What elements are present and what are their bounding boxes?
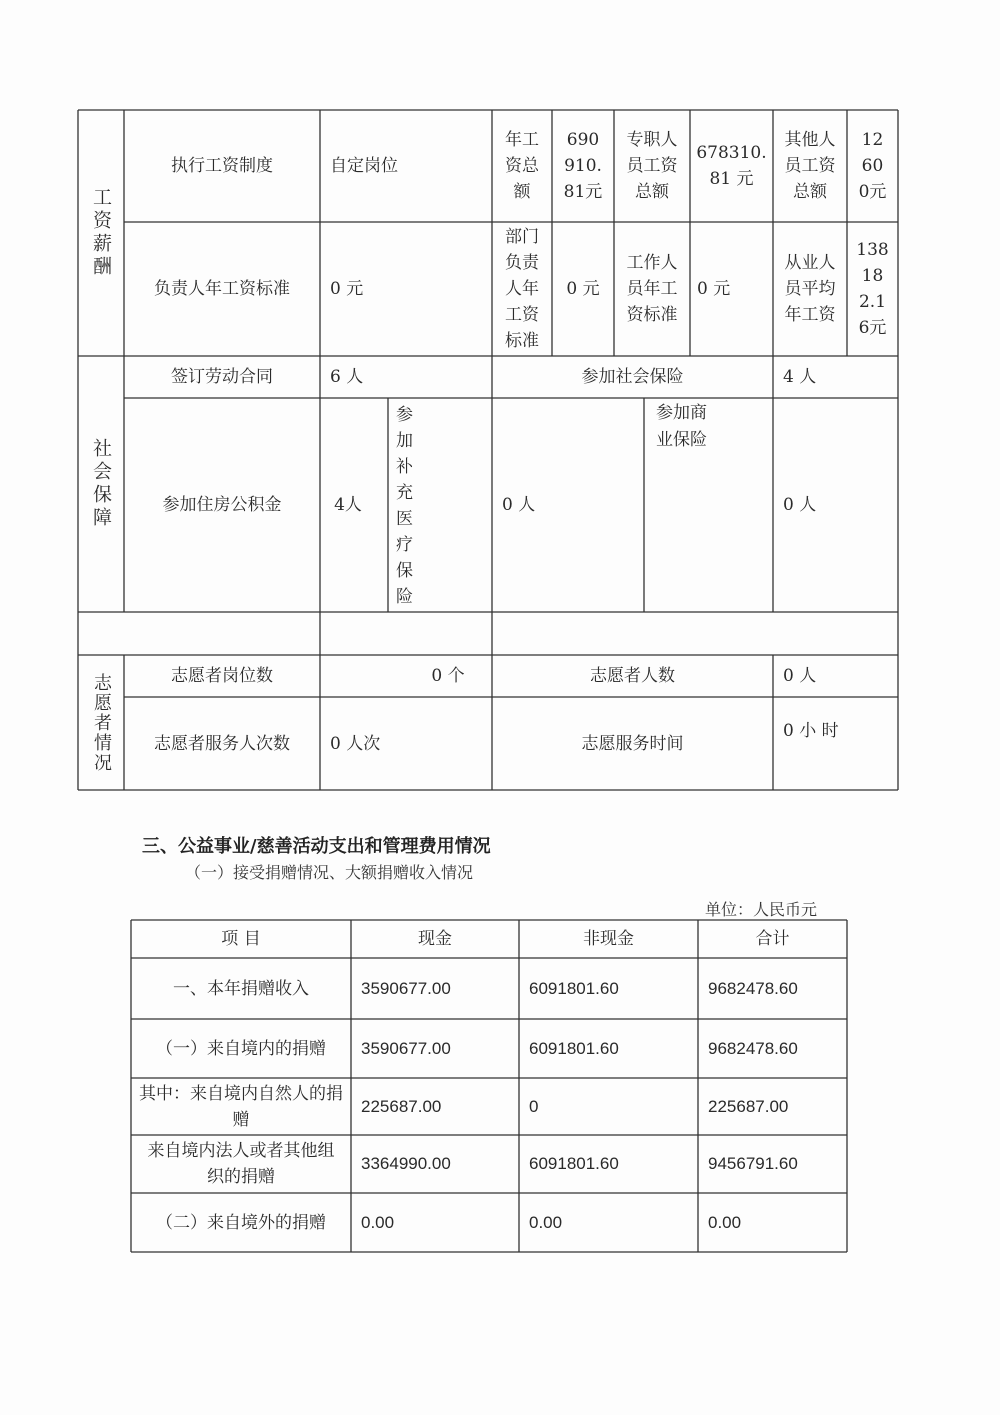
row-item: 一、本年捐赠收入: [173, 978, 309, 999]
wage-section-label: 工资薪酬: [90, 187, 112, 279]
row-total: 9456791.60: [708, 1154, 798, 1173]
col-header-noncash: 非现金: [583, 929, 634, 949]
wage-other-value: 12600元: [858, 130, 887, 202]
insurance-value: 4 人: [783, 367, 817, 387]
row-total: 9682478.60: [708, 1038, 798, 1058]
housing-label: 参加住房公积金: [162, 495, 282, 515]
row-cash: 225687.00: [361, 1096, 442, 1116]
wage-system-value: 自定岗位: [330, 156, 398, 176]
wage-other-label: 其他人员工资总额: [784, 130, 836, 202]
commercial-label: 参加商业保险: [656, 403, 707, 450]
wage-total-label: 年工资总额: [505, 130, 539, 202]
contract-label: 签订劳动合同: [171, 367, 273, 387]
commercial-value: 0 人: [783, 495, 817, 515]
dept-std-value: 0 元: [566, 279, 600, 299]
unit-label: 单位：人民币元: [705, 900, 818, 919]
contract-value: 6 人: [330, 367, 364, 387]
row-cash: 3590677.00: [361, 978, 451, 998]
row-noncash: 6091801.60: [529, 1038, 619, 1058]
row-noncash: 0: [529, 1096, 539, 1116]
volunteer-time-value: 0 小 时: [783, 721, 839, 741]
volunteer-service-value: 0 人次: [330, 733, 381, 754]
row-item: （二）来自境外的捐赠: [156, 1212, 326, 1233]
row-noncash: 6091801.60: [529, 1154, 619, 1173]
row-total: 0.00: [708, 1212, 742, 1232]
head-std-label: 负责人年工资标准: [154, 279, 290, 299]
row-cash: 0.00: [361, 1212, 395, 1232]
volunteer-time-label: 志愿服务时间: [581, 733, 684, 754]
row-item: 来自境内法人或者其他组织的捐赠: [147, 1141, 335, 1187]
volunteer-count-value: 0 人: [783, 666, 817, 686]
row-noncash: 6091801.60: [529, 978, 619, 998]
dept-std-label: 部门负责人年工资标准: [505, 227, 539, 351]
row-total: 9682478.60: [708, 978, 798, 998]
row-noncash: 0.00: [529, 1212, 563, 1232]
insurance-label: 参加社会保险: [581, 367, 684, 387]
row-total: 225687.00: [708, 1096, 789, 1116]
volunteer-posts-label: 志愿者岗位数: [171, 666, 273, 686]
medical-value: 0 人: [502, 495, 536, 515]
section3-subtitle: （一）接受捐赠情况、大额捐赠收入情况: [185, 863, 474, 882]
avg-wage-value: 138182.16元: [856, 240, 889, 338]
wage-total-value: 690910.81元: [563, 130, 603, 202]
row-item: （一）来自境内的捐赠: [156, 1038, 326, 1059]
row-cash: 3364990.00: [361, 1154, 451, 1173]
col-header-total: 合计: [755, 929, 790, 949]
volunteer-count-label: 志愿者人数: [590, 666, 675, 686]
head-std-value: 0 元: [330, 279, 364, 299]
volunteer-section-label: 志愿者情况: [91, 672, 112, 773]
col-header-item: 项 目: [221, 929, 261, 949]
staff-std-value: 0 元: [697, 279, 731, 299]
medical-label: 参加补充医疗保险: [396, 405, 413, 607]
wage-system-label: 执行工资制度: [171, 156, 273, 176]
housing-value: 4人: [334, 495, 362, 515]
row-cash: 3590677.00: [361, 1038, 451, 1058]
staff-std-label: 工作人员年工资标准: [626, 253, 678, 325]
avg-wage-label: 从业人员平均年工资: [784, 253, 836, 325]
col-header-cash: 现金: [418, 929, 452, 949]
volunteer-service-label: 志愿者服务人次数: [154, 733, 290, 754]
volunteer-posts-value: 0 个: [431, 666, 465, 686]
wage-fulltime-label: 专职人员工资总额: [626, 130, 678, 202]
row-item: 其中：来自境内自然人的捐赠: [139, 1083, 343, 1130]
section3-title: 三、公益事业/慈善活动支出和管理费用情况: [142, 836, 491, 857]
wage-fulltime-value: 678310.81 元: [696, 143, 767, 189]
social-section-label: 社会保障: [90, 438, 112, 530]
